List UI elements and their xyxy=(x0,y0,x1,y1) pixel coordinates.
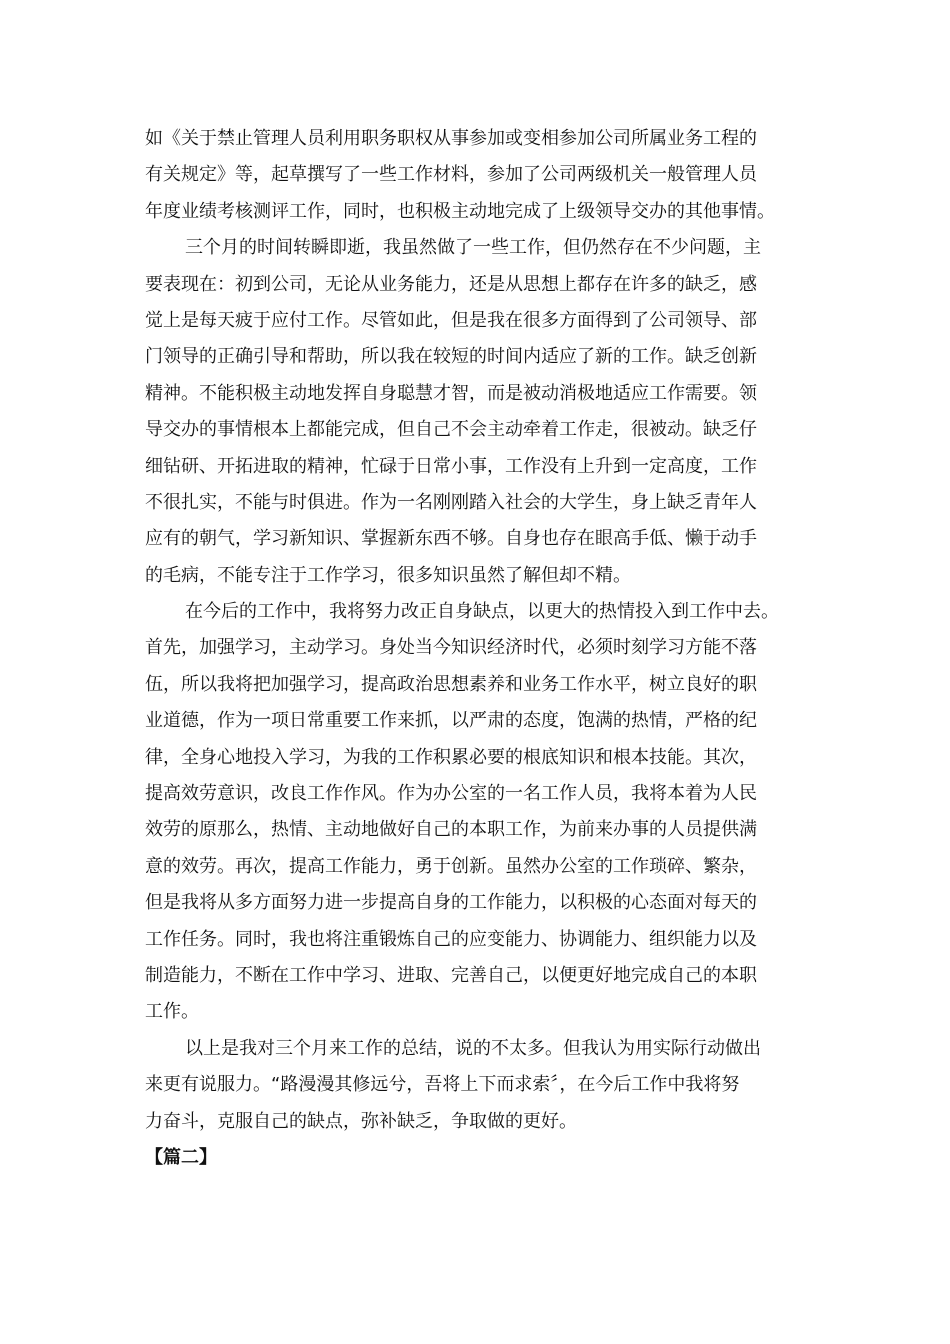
section-heading: 【篇二】 xyxy=(145,1146,217,1168)
text-line: 三个月的时间转瞬即逝，我虽然做了一些工作，但仍然存在不少问题，主 xyxy=(185,237,761,259)
text-line: 年度业绩考核测评工作，同时，也积极主动地完成了上级领导交办的其他事情。 xyxy=(145,200,775,222)
text-line: 细钻研、开拓进取的精神，忙碌于日常小事，工作没有上升到一定高度，工作 xyxy=(145,455,757,477)
text-line: 应有的朝气，学习新知识、掌握新东西不够。自身也存在眼高手低、懒于动手 xyxy=(145,528,757,550)
text-line: 精神。不能积极主动地发挥自身聪慧才智，而是被动消极地适应工作需要。领 xyxy=(145,382,757,404)
text-line: 要表现在：初到公司，无论从业务能力，还是从思想上都存在许多的缺乏，感 xyxy=(145,273,757,295)
text-line: 力奋斗，克服自己的缺点，弥补缺乏，争取做的更好。 xyxy=(145,1110,577,1132)
text-line: 如《关于禁止管理人员利用职务职权从事参加或变相参加公司所属业务工程的 xyxy=(145,128,757,149)
text-line: 意的效劳。再次，提高工作能力，勇于创新。虽然办公室的工作琐碎、繁杂， xyxy=(145,855,757,877)
text-line: 不很扎实，不能与时俱进。作为一名刚刚踏入社会的大学生，身上缺乏青年人 xyxy=(145,491,757,513)
text-line: 但是我将从多方面努力进一步提高自身的工作能力，以积极的心态面对每天的 xyxy=(145,892,757,914)
text-line: 工作。 xyxy=(145,1001,199,1023)
text-line: 伍，所以我将把加强学习，提高政治思想素养和业务工作水平，树立良好的职 xyxy=(145,673,757,695)
document-body xyxy=(145,121,825,1176)
text-line: 有关规定》等，起草撰写了一些工作材料，参加了公司两级机关一般管理人员 xyxy=(145,164,757,186)
paragraph-lines xyxy=(145,121,825,1140)
text-line: 来更有说服力。“路漫漫其修远兮，吾将上下而求索〞，在今后工作中我将努 xyxy=(145,1074,740,1096)
text-line: 提高效劳意识，改良工作作风。作为办公室的一名工作人员，我将本着为人民 xyxy=(145,783,757,805)
text-line: 首先，加强学习，主动学习。身处当今知识经济时代，必须时刻学习方能不落 xyxy=(145,637,757,659)
text-line: 业道德，作为一项日常重要工作来抓，以严肃的态度，饱满的热情，严格的纪 xyxy=(145,710,757,732)
text-line: 制造能力，不断在工作中学习、进取、完善自己，以便更好地完成自己的本职 xyxy=(145,964,757,986)
text-line: 的毛病，不能专注于工作学习，很多知识虽然了解但却不精。 xyxy=(145,564,631,586)
text-line: 工作任务。同时，我也将注重锻炼自己的应变能力、协调能力、组织能力以及 xyxy=(145,928,757,950)
text-line: 导交办的事情根本上都能完成，但自己不会主动牵着工作走，很被动。缺乏仔 xyxy=(145,419,757,441)
text-line: 在今后的工作中，我将努力改正自身缺点，以更大的热情投入到工作中去。 xyxy=(185,601,779,623)
text-line: 觉上是每天疲于应付工作。尽管如此，但是我在很多方面得到了公司领导、部 xyxy=(145,309,757,331)
text-line: 效劳的原那么，热情、主动地做好自己的本职工作，为前来办事的人员提供满 xyxy=(145,819,757,841)
text-line: 律，全身心地投入学习，为我的工作积累必要的根底知识和根本技能。其次， xyxy=(145,746,757,768)
text-line: 门领导的正确引导和帮助，所以我在较短的时间内适应了新的工作。缺乏创新 xyxy=(145,346,757,368)
text-line: 以上是我对三个月来工作的总结，说的不太多。但我认为用实际行动做出 xyxy=(185,1037,761,1059)
